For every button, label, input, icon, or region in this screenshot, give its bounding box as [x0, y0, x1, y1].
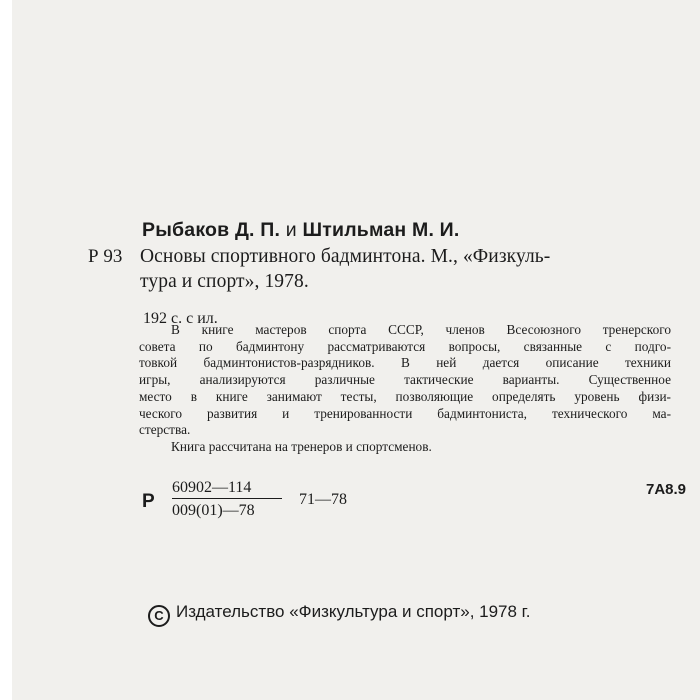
title-line-1: Основы спортивного бадминтона. М., «Физкуль- [140, 246, 551, 267]
annotation-line: игры, анализируются различные тактические варианты. Существенное [139, 372, 671, 388]
classification-index: 7А8.9 [646, 481, 687, 498]
authors-line [142, 219, 460, 242]
copyright-text: Издательство «Физкультура и спорт», 1978 г. [176, 602, 531, 621]
author-conjunction: и [285, 219, 297, 241]
catalog-side-number: 71—78 [299, 491, 347, 508]
scan-edge [0, 0, 12, 700]
copyright-icon: С [148, 605, 170, 627]
annotation-line: место в книге занимают тесты, позволяющие определять уровень физи- [139, 388, 671, 404]
annotation-line: стерства. [139, 422, 191, 438]
copyright-line [148, 602, 531, 627]
annotation-line: совета по бадминтону рассматриваются вопросы, связанные с подго- [139, 338, 671, 354]
author-2: Штильман М. И. [302, 219, 460, 241]
catalog-numerator: 60902—114 [172, 479, 252, 496]
fraction-bar [172, 498, 282, 499]
title-line-2: тура и спорт», 1978. [140, 271, 309, 292]
annotation [139, 322, 671, 456]
annotation-line: товкой бадминтонистов-разрядников. В ней дается описание техники [139, 355, 671, 371]
book-page [12, 0, 700, 700]
author-1: Рыбаков Д. П. [142, 219, 281, 241]
catalog-letter: Р [142, 491, 155, 512]
catalog-denominator: 009(01)—78 [172, 502, 255, 519]
annotation-line: В книге мастеров спорта СССР, членов Всесоюзного тренерского [171, 322, 671, 337]
annotation-line: Книга рассчитана на тренеров и спортсменов. [171, 438, 432, 454]
library-code: Р 93 [88, 246, 123, 267]
page-count: 192 с. с ил. [143, 310, 218, 327]
annotation-line: ческого развития и тренированности бадминтониста, технического ма- [139, 405, 671, 421]
